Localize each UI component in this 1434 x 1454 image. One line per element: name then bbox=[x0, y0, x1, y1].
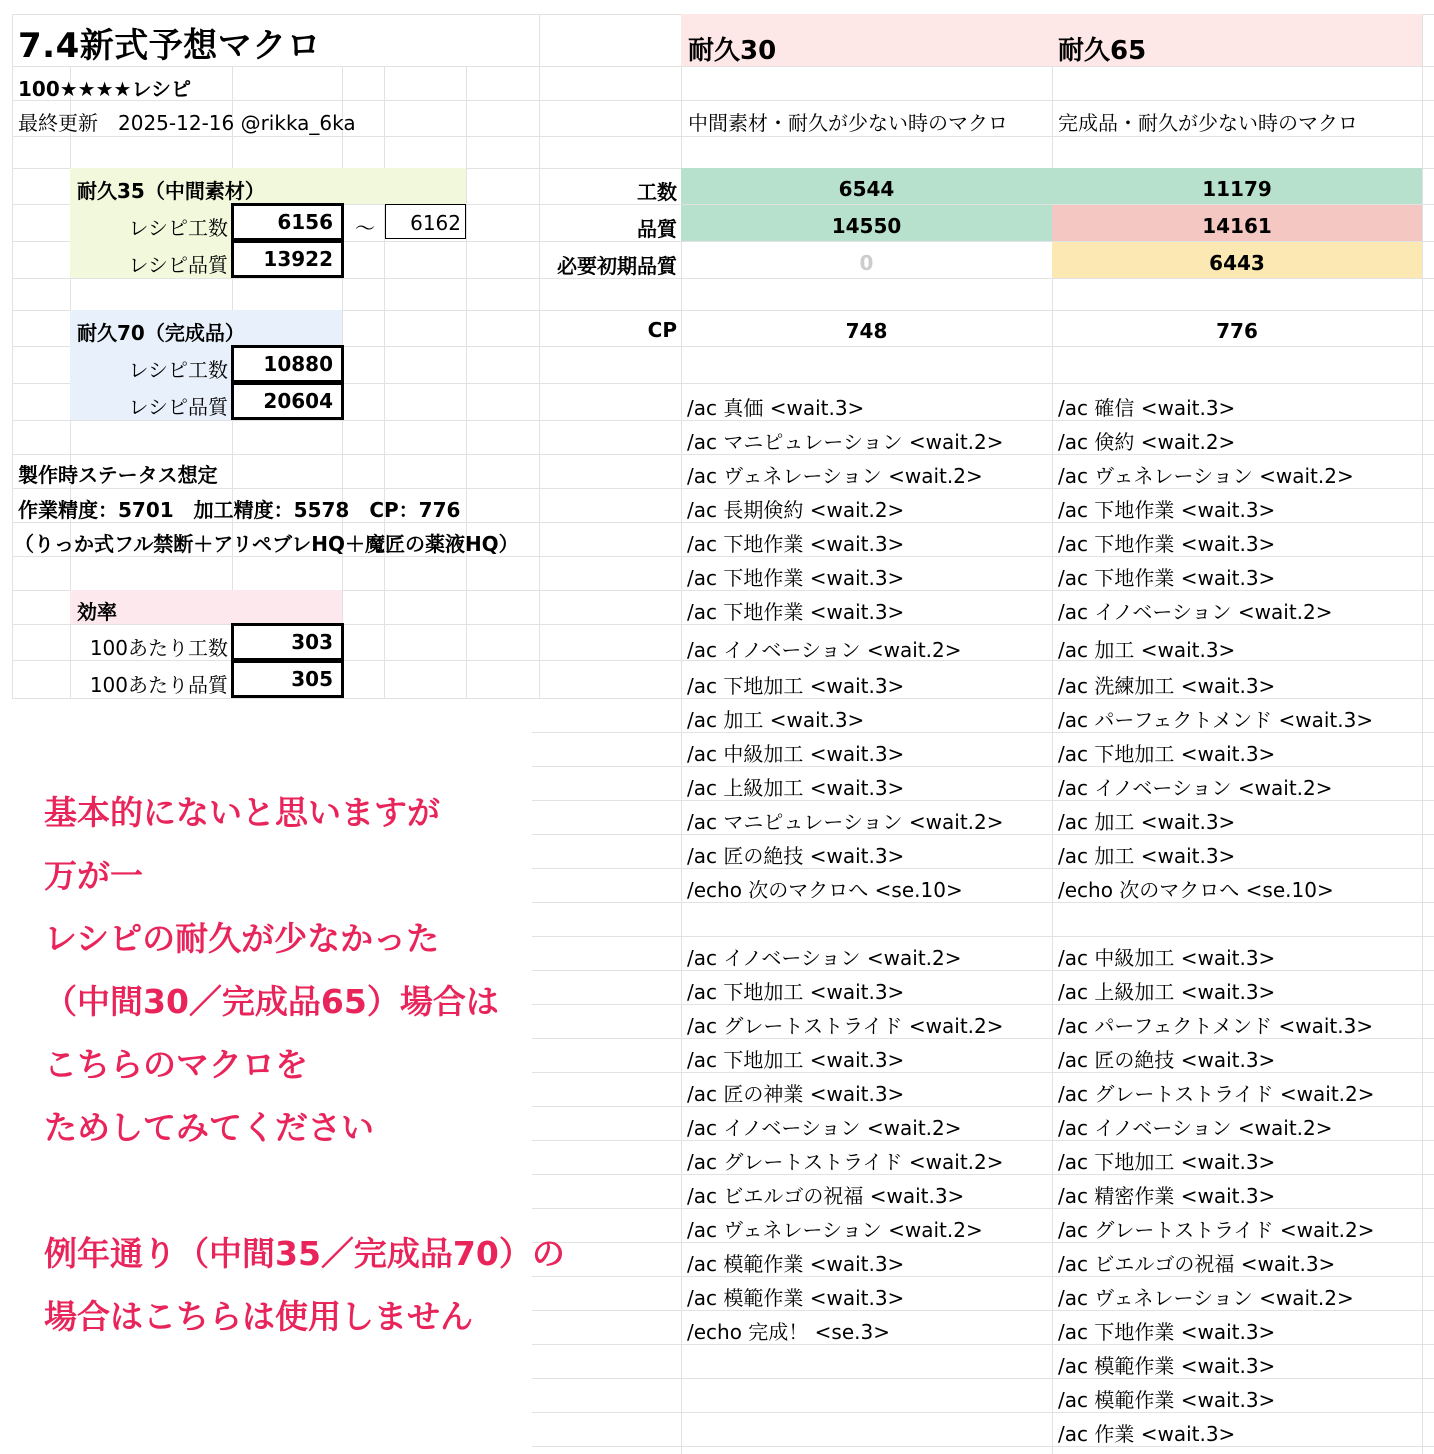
dur35-progress-label: レシピ工数 bbox=[128, 216, 228, 240]
grid-line bbox=[466, 66, 467, 698]
macro-line[interactable]: /ac グレートストライド <wait.2> bbox=[687, 1150, 1004, 1174]
macro-line[interactable]: /ac 精密作業 <wait.3> bbox=[1058, 1184, 1276, 1208]
macro-line[interactable]: /ac イノベーション <wait.2> bbox=[687, 1116, 962, 1140]
note-line: 基本的にないと思いますが bbox=[44, 793, 440, 832]
efficiency-quality-value[interactable]: 305 bbox=[231, 660, 344, 698]
macro-line[interactable]: /ac 下地加工 <wait.3> bbox=[1058, 742, 1276, 766]
dur70-progress-label: レシピ工数 bbox=[128, 358, 228, 382]
grid-line bbox=[12, 14, 13, 698]
col30-initial-quality: 0 bbox=[859, 251, 874, 275]
col65-initial-quality: 6443 bbox=[1209, 251, 1265, 275]
macro-line[interactable]: /ac イノベーション <wait.2> bbox=[687, 946, 962, 970]
macro-line[interactable]: /ac イノベーション <wait.2> bbox=[1058, 600, 1333, 624]
status-header: 製作時ステータス想定 bbox=[18, 463, 218, 487]
macro-line[interactable]: /ac 模範作業 <wait.3> bbox=[687, 1286, 905, 1310]
note-line: こちらのマクロを bbox=[44, 1045, 308, 1084]
macro-line[interactable]: /ac イノベーション <wait.2> bbox=[1058, 776, 1333, 800]
macro-line[interactable]: /ac 下地加工 <wait.3> bbox=[687, 1048, 905, 1072]
macro-line[interactable]: /ac 上級加工 <wait.3> bbox=[687, 776, 905, 800]
subtitle: 100★★★★レシピ bbox=[18, 77, 191, 101]
macro-line[interactable]: /ac 匠の絶技 <wait.3> bbox=[687, 844, 905, 868]
macro-line[interactable]: /ac 模範作業 <wait.3> bbox=[1058, 1388, 1276, 1412]
grid-line bbox=[532, 766, 1434, 767]
macro-line[interactable]: /ac パーフェクトメンド <wait.3> bbox=[1058, 708, 1374, 732]
macro-line[interactable]: /ac 下地加工 <wait.3> bbox=[1058, 1150, 1276, 1174]
macro-line[interactable]: /ac ヴェネレーション <wait.2> bbox=[687, 1218, 983, 1242]
col30-cp: 748 bbox=[845, 319, 888, 343]
macro-line[interactable]: /ac 下地作業 <wait.3> bbox=[1058, 498, 1276, 522]
macro-line[interactable]: /ac 匠の神業 <wait.3> bbox=[687, 1082, 905, 1106]
macro-line[interactable]: /ac 作業 <wait.3> bbox=[1058, 1422, 1236, 1446]
macro-line[interactable]: /ac ヴェネレーション <wait.2> bbox=[687, 464, 983, 488]
grid-line bbox=[532, 1072, 1434, 1073]
grid-line bbox=[532, 970, 1434, 971]
macro-line[interactable]: /ac グレートストライド <wait.2> bbox=[687, 1014, 1004, 1038]
tilde: ～ bbox=[355, 216, 375, 240]
note-line: 万が一 bbox=[44, 856, 143, 895]
dur70-header: 耐久70（完成品） bbox=[77, 321, 245, 345]
grid-line bbox=[532, 1412, 1434, 1413]
macro-line[interactable]: /ac 洗練加工 <wait.3> bbox=[1058, 674, 1276, 698]
macro-line[interactable]: /ac イノベーション <wait.2> bbox=[1058, 1116, 1333, 1140]
macro-line[interactable]: /ac ビエルゴの祝福 <wait.3> bbox=[687, 1184, 965, 1208]
status-line: 作業精度：5701 加工精度：5578 CP：776 bbox=[18, 498, 461, 522]
col65-header: 耐久65 bbox=[1058, 36, 1147, 66]
dur70-progress-value[interactable]: 10880 bbox=[231, 345, 344, 383]
macro-line[interactable]: /ac イノベーション <wait.2> bbox=[687, 638, 962, 662]
macro-line[interactable]: /ac マニピュレーション <wait.2> bbox=[687, 810, 1004, 834]
macro-line[interactable]: /echo 次のマクロへ <se.10> bbox=[687, 878, 963, 902]
macro-line[interactable]: /echo 次のマクロへ <se.10> bbox=[1058, 878, 1334, 902]
col30-header: 耐久30 bbox=[688, 36, 777, 66]
page-title: 7.4新式予想マクロ bbox=[18, 26, 322, 66]
macro-line[interactable]: /ac 中級加工 <wait.3> bbox=[687, 742, 905, 766]
macro-line[interactable]: /ac 下地作業 <wait.3> bbox=[687, 532, 905, 556]
macro-line[interactable]: /ac 下地作業 <wait.3> bbox=[1058, 532, 1276, 556]
dur70-quality-value[interactable]: 20604 bbox=[231, 382, 344, 420]
col30-progress: 6544 bbox=[838, 177, 895, 201]
macro-line[interactable]: /ac 下地作業 <wait.3> bbox=[687, 600, 905, 624]
macro-line[interactable]: /ac 加工 <wait.3> bbox=[687, 708, 865, 732]
macro-line[interactable]: /ac 下地作業 <wait.3> bbox=[687, 566, 905, 590]
grid-line bbox=[384, 66, 385, 698]
macro-line[interactable]: /ac 下地加工 <wait.3> bbox=[687, 980, 905, 1004]
macro-line[interactable]: /ac ビエルゴの祝福 <wait.3> bbox=[1058, 1252, 1336, 1276]
grid-line bbox=[532, 868, 1434, 869]
grid-line bbox=[12, 278, 1434, 279]
macro-line[interactable]: /ac 下地加工 <wait.3> bbox=[687, 674, 905, 698]
grid-line bbox=[1422, 14, 1423, 1454]
macro-line[interactable]: /ac 下地作業 <wait.3> bbox=[1058, 1320, 1276, 1344]
last-updated: 最終更新 2025-12-16 @rikka_6ka bbox=[18, 111, 356, 135]
macro-line[interactable]: /echo 完成！ <se.3> bbox=[687, 1320, 890, 1344]
grid-line bbox=[532, 936, 1434, 937]
dur35-progress-max[interactable]: 6162 bbox=[385, 204, 466, 239]
dur70-quality-label: レシピ品質 bbox=[128, 395, 228, 419]
macro-line[interactable]: /ac マニピュレーション <wait.2> bbox=[687, 430, 1004, 454]
macro-line[interactable]: /ac 匠の絶技 <wait.3> bbox=[1058, 1048, 1276, 1072]
grid-line bbox=[532, 1208, 1434, 1209]
macro-line[interactable]: /ac 上級加工 <wait.3> bbox=[1058, 980, 1276, 1004]
grid-line bbox=[539, 14, 540, 698]
efficiency-progress-value[interactable]: 303 bbox=[231, 623, 344, 661]
macro-line[interactable]: /ac ヴェネレーション <wait.2> bbox=[1058, 1286, 1354, 1310]
col65-cp: 776 bbox=[1216, 319, 1258, 343]
macro-line[interactable]: /ac 加工 <wait.3> bbox=[1058, 810, 1236, 834]
macro-line[interactable]: /ac 加工 <wait.3> bbox=[1058, 638, 1236, 662]
grid-line bbox=[532, 1446, 1434, 1447]
efficiency-progress-label: 100あたり工数 bbox=[89, 636, 228, 660]
macro-line[interactable]: /ac 模範作業 <wait.3> bbox=[1058, 1354, 1276, 1378]
initial-quality-label: 必要初期品質 bbox=[557, 254, 677, 278]
col30-quality: 14550 bbox=[831, 214, 902, 238]
note-line: 例年通り（中間35／完成品70）の bbox=[44, 1234, 565, 1273]
macro-line[interactable]: /ac 模範作業 <wait.3> bbox=[687, 1252, 905, 1276]
macro-line[interactable]: /ac ヴェネレーション <wait.2> bbox=[1058, 464, 1354, 488]
dur35-quality-label: レシピ品質 bbox=[128, 253, 228, 277]
grid-line bbox=[532, 698, 1434, 699]
macro-line[interactable]: /ac グレートストライド <wait.2> bbox=[1058, 1082, 1375, 1106]
progress-label: 工数 bbox=[637, 180, 677, 204]
dur35-header: 耐久35（中間素材） bbox=[77, 179, 265, 203]
note-line: ためしてみてください bbox=[44, 1108, 374, 1147]
grid-line bbox=[532, 1004, 1434, 1005]
grid-line bbox=[12, 136, 1434, 137]
macro-line[interactable]: /ac 加工 <wait.3> bbox=[1058, 844, 1236, 868]
grid-line bbox=[532, 1378, 1434, 1379]
dur35-quality-value[interactable]: 13922 bbox=[231, 240, 344, 278]
macro-line[interactable]: /ac 倹約 <wait.2> bbox=[1058, 430, 1236, 454]
col65-progress: 11179 bbox=[1202, 177, 1272, 201]
macro-line[interactable]: /ac 中級加工 <wait.3> bbox=[1058, 946, 1276, 970]
dur35-progress-value[interactable]: 6156 bbox=[231, 203, 344, 241]
grid-line bbox=[12, 100, 1434, 101]
macro-line[interactable]: /ac 下地作業 <wait.3> bbox=[1058, 566, 1276, 590]
quality-label: 品質 bbox=[637, 217, 677, 241]
macro-line[interactable]: /ac パーフェクトメンド <wait.3> bbox=[1058, 1014, 1374, 1038]
note-line: レシピの耐久が少なかった bbox=[44, 919, 440, 958]
macro-line[interactable]: /ac 真価 <wait.3> bbox=[687, 396, 865, 420]
grid-line bbox=[532, 1344, 1434, 1345]
col65-desc: 完成品・耐久が少ない時のマクロ bbox=[1058, 111, 1358, 135]
note-line: （中間30／完成品65）場合は bbox=[44, 982, 499, 1021]
efficiency-header: 効率 bbox=[77, 600, 117, 624]
macro-line[interactable]: /ac 長期倹約 <wait.2> bbox=[687, 498, 905, 522]
macro-line[interactable]: /ac グレートストライド <wait.2> bbox=[1058, 1218, 1375, 1242]
note-line: 場合はこちらは使用しません bbox=[44, 1297, 473, 1336]
col30-desc: 中間素材・耐久が少ない時のマクロ bbox=[688, 111, 1008, 135]
macro-line[interactable]: /ac 確信 <wait.3> bbox=[1058, 396, 1236, 420]
cp-label: CP bbox=[647, 318, 677, 342]
status-gear: （りっか式フル禁断＋アリペブレHQ＋魔匠の薬液HQ） bbox=[14, 532, 519, 556]
col65-quality: 14161 bbox=[1202, 214, 1272, 238]
efficiency-quality-label: 100あたり品質 bbox=[89, 673, 228, 697]
